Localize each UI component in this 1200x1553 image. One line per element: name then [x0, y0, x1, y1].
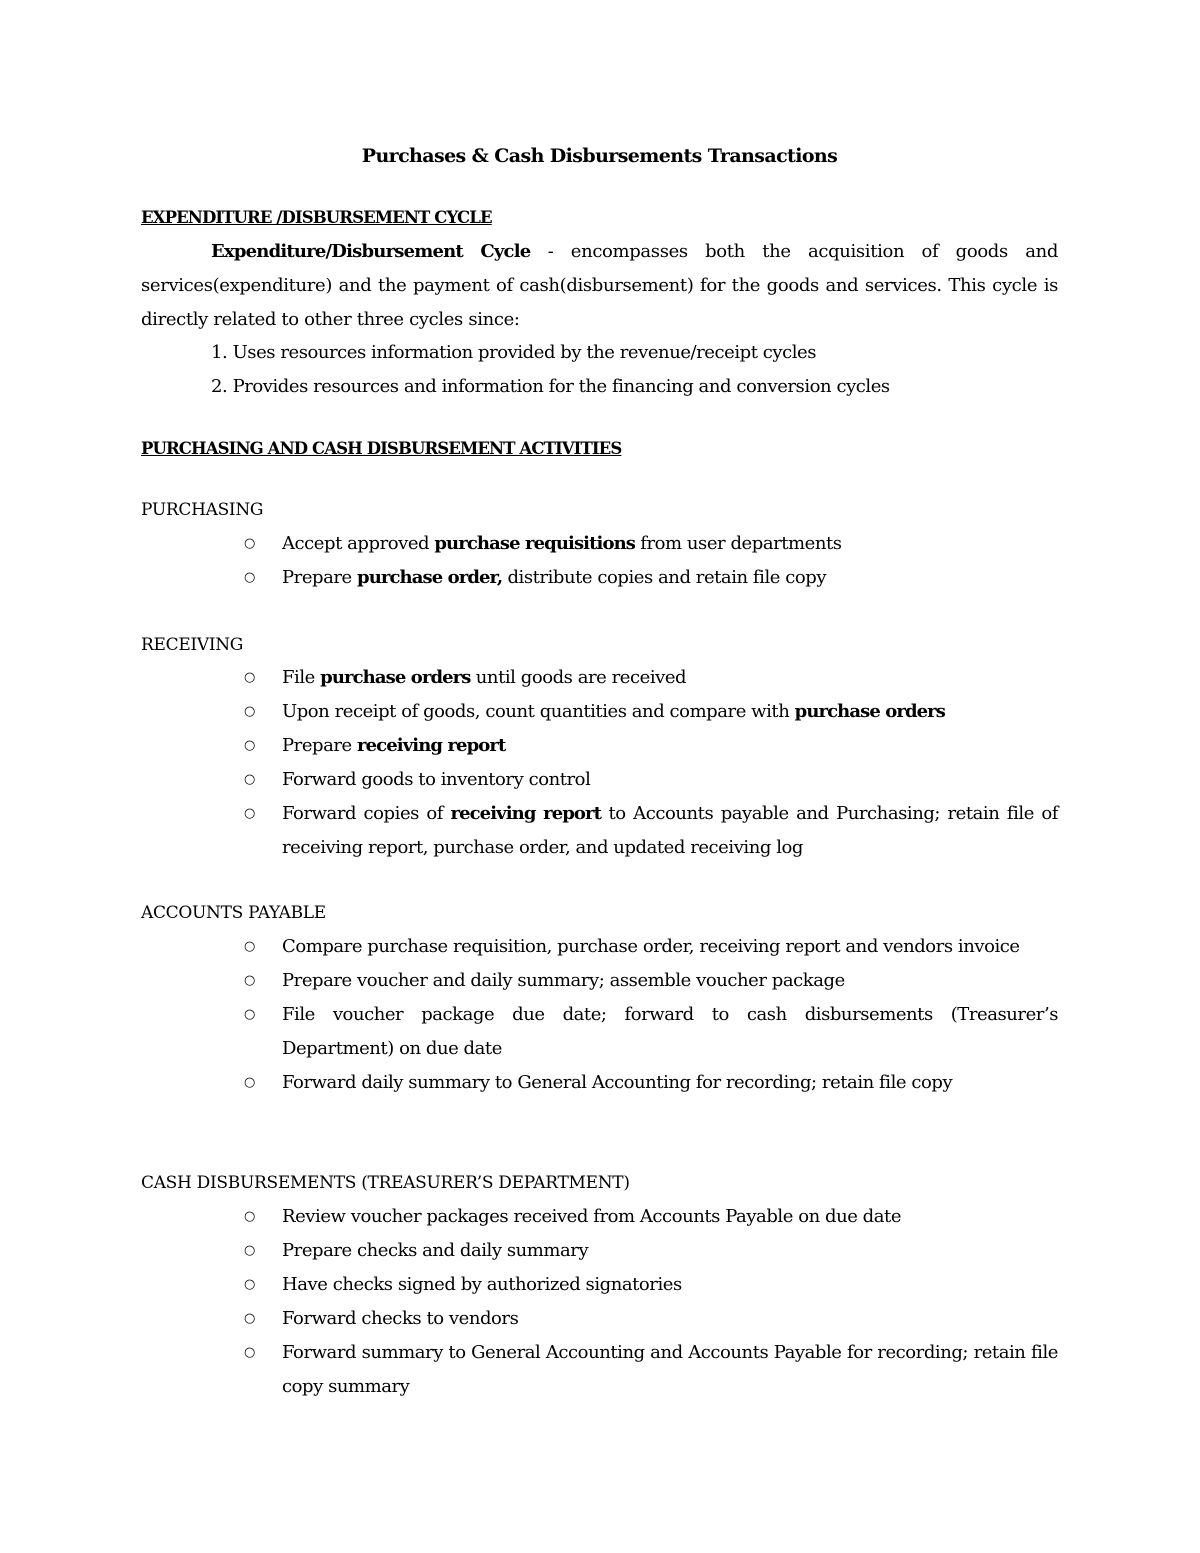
bullet-circle-icon: ○	[244, 1277, 255, 1292]
receiving-label: RECEIVING	[141, 635, 244, 655]
cycle-definition-text: - encompasses both the acquisition of goods and services(expenditure) and the payment of cash(disbursement) for the goods and services. This cycle is directly related to other three cycles since:	[141, 241, 1058, 330]
bullet-circle-icon: ○	[244, 1075, 255, 1090]
list-item: ○ Upon receipt of goods, count quantities and compare with purchase orders	[282, 695, 1058, 729]
list-item: ○ Prepare checks and daily summary	[282, 1234, 1058, 1268]
accounts-payable-list	[244, 930, 1058, 1100]
list-item: ○ Prepare receiving report	[282, 729, 1058, 763]
bullet-circle-icon: ○	[244, 1007, 255, 1022]
list-item: ○ Forward copies of receiving report to Accounts payable and Purchasing; retain file of receiving report, purchase order, and updated receiving log	[282, 797, 1058, 865]
list-item: ○ Have checks signed by authorized signatories	[282, 1268, 1058, 1302]
list-item: ○ Forward summary to General Accounting and Accounts Payable for recording; retain file copy summary	[282, 1336, 1058, 1404]
list-item: ○ Forward goods to inventory control	[282, 763, 1058, 797]
cash-disbursements-label: CASH DISBURSEMENTS (TREASURER’S DEPARTMENT)	[141, 1173, 630, 1193]
purchasing-label: PURCHASING	[141, 500, 264, 520]
list-item: ○ Review voucher packages received from Accounts Payable on due date	[282, 1200, 1058, 1234]
cycle-definition-paragraph	[141, 235, 1058, 337]
list-item: ○ Forward daily summary to General Accounting for recording; retain file copy	[282, 1066, 1058, 1100]
list-number: 2.	[211, 376, 228, 397]
list-item: ○ Prepare voucher and daily summary; assemble voucher package	[282, 964, 1058, 998]
bullet-circle-icon: ○	[244, 536, 255, 551]
bullet-circle-icon: ○	[244, 704, 255, 719]
cycle-term: Expenditure/Disbursement Cycle	[211, 241, 531, 262]
bullet-circle-icon: ○	[244, 806, 255, 821]
bullet-circle-icon: ○	[244, 1345, 255, 1360]
list-item-text: Provides resources and information for the financing and conversion cycles	[232, 376, 890, 397]
list-item: ○ File purchase orders until goods are received	[282, 661, 1058, 695]
section-heading-activities: PURCHASING AND CASH DISBURSEMENT ACTIVITIES	[141, 439, 622, 458]
document-title: Purchases & Cash Disbursements Transactions	[361, 145, 838, 167]
list-item: ○ Prepare purchase order, distribute copies and retain file copy	[282, 561, 1058, 595]
accounts-payable-label: ACCOUNTS PAYABLE	[141, 903, 326, 923]
list-item: ○ Accept approved purchase requisitions from user departments	[282, 527, 1058, 561]
bullet-circle-icon: ○	[244, 570, 255, 585]
bullet-circle-icon: ○	[244, 973, 255, 988]
receiving-list	[244, 661, 1058, 865]
bullet-circle-icon: ○	[244, 1243, 255, 1258]
list-item: ○ Compare purchase requisition, purchase order, receiving report and vendors invoice	[282, 930, 1058, 964]
document-page	[141, 0, 1058, 1553]
list-item: ○ File voucher package due date; forward to cash disbursements (Treasurer’s Department) on due date	[282, 998, 1058, 1066]
list-item	[211, 336, 890, 370]
bullet-circle-icon: ○	[244, 738, 255, 753]
bullet-circle-icon: ○	[244, 939, 255, 954]
list-item-text: Uses resources information provided by the revenue/receipt cycles	[232, 342, 817, 363]
related-cycles-list	[211, 336, 890, 404]
section-heading-expenditure-cycle: EXPENDITURE /DISBURSEMENT CYCLE	[141, 208, 492, 227]
bullet-circle-icon: ○	[244, 670, 255, 685]
purchasing-list	[244, 527, 1058, 595]
list-item: ○ Forward checks to vendors	[282, 1302, 1058, 1336]
list-item	[211, 370, 890, 404]
bullet-circle-icon: ○	[244, 1209, 255, 1224]
bullet-circle-icon: ○	[244, 772, 255, 787]
cash-disbursements-list	[244, 1200, 1058, 1404]
bullet-circle-icon: ○	[244, 1311, 255, 1326]
list-number: 1.	[211, 342, 228, 363]
